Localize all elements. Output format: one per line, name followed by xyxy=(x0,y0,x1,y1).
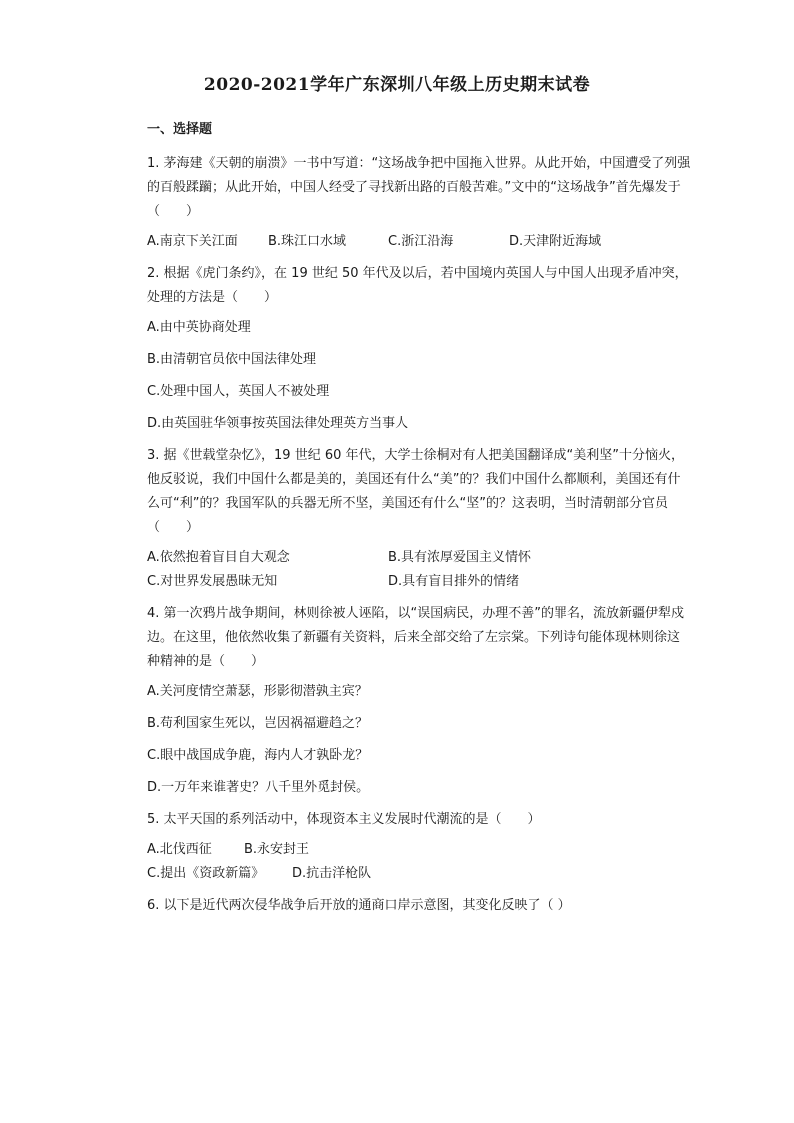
question-1 xyxy=(147,152,692,254)
option-c: C.对世界发展愚昧无知 xyxy=(147,574,278,589)
option-a: A.北伐西征 xyxy=(147,842,212,857)
option-a: A.南京下关江面 xyxy=(147,234,238,249)
options-row xyxy=(147,570,692,594)
question-stem: 1. 茅海建《天朝的崩溃》一书中写道：“这场战争把中国拖入世界。从此开始，中国遭受了列强的百般蹂躏；从此开始，中国人经受了寻找新出路的百般苦难。”文中的“这场战争”首先爆发于（ ） xyxy=(147,156,691,219)
option-c: C.浙江沿海 xyxy=(388,234,454,249)
option-c: C.提出《资政新篇》 xyxy=(147,866,265,881)
question-5 xyxy=(147,808,692,886)
option-b: B.苟利国家生死以，岂因祸福避趋之？ xyxy=(147,716,369,731)
document-title: 2020-2021学年广东深圳八年级上历史期末试卷 xyxy=(203,75,591,95)
option-a: A.依然抱着盲目自大观念 xyxy=(147,550,290,565)
option-b: B.由清朝官员依中国法律处理 xyxy=(147,352,317,367)
option-a: A.由中英协商处理 xyxy=(147,320,251,335)
option-d: D.一万年来谁著史？八千里外觅封侯。 xyxy=(147,780,370,795)
question-4 xyxy=(147,602,692,800)
option-a: A.关河度情空萧瑟，形影彻潜孰主宾？ xyxy=(147,684,368,699)
option-d: D.由英国驻华领事按英国法律处理英方当事人 xyxy=(147,416,409,431)
question-stem: 6. 以下是近代两次侵华战争后开放的通商口岸示意图，其变化反映了（ ） xyxy=(147,898,571,913)
question-6 xyxy=(147,894,692,918)
question-stem: 2. 根据《虎门条约》，在 19 世纪 50 年代及以后，若中国境内英国人与中国人出现矛盾冲突，处理的方法是（ ） xyxy=(147,266,688,305)
option-d: D.天津附近海域 xyxy=(509,234,602,249)
section-heading: 一、选择题 xyxy=(147,122,213,137)
question-stem: 3. 据《世载堂杂忆》，19 世纪 60 年代，大学士徐桐对有人把美国翻译成“美利坚”十分恼火，他反驳说，我们中国什么都是美的，美国还有什么“美”的？我们中国什么都顺利，美国还有什么可“利”的？我国军队的兵器无所不坚，美国还有什么“坚”的？这表明，当时清朝部分官员（ ） xyxy=(147,448,684,535)
options-row xyxy=(147,862,692,886)
options-row xyxy=(147,838,692,862)
options-row xyxy=(147,546,692,570)
option-b: B.珠江口水域 xyxy=(268,234,347,249)
options-grid xyxy=(147,838,692,886)
question-stem: 4. 第一次鸦片战争期间，林则徐被人诬陷，以“误国病民，办理不善”的罪名，流放新疆伊犁戍边。在这里，他依然收集了新疆有关资料，后来全部交给了左宗棠。下列诗句能体现林则徐这种精神的是（ ） xyxy=(147,606,685,669)
question-list xyxy=(147,152,692,926)
option-c: C.处理中国人，英国人不被处理 xyxy=(147,384,330,399)
question-3 xyxy=(147,444,692,594)
options-row xyxy=(147,230,692,254)
options-grid xyxy=(147,546,692,594)
question-stem: 5. 太平天国的系列活动中，体现资本主义发展时代潮流的是（ ） xyxy=(147,812,541,827)
question-2 xyxy=(147,262,692,436)
option-d: D.抗击洋枪队 xyxy=(292,866,372,881)
option-b: B.永安封王 xyxy=(244,842,310,857)
option-c: C.眼中战国成争鹿，海内人才孰卧龙？ xyxy=(147,748,369,763)
option-b: B.具有浓厚爱国主义情怀 xyxy=(388,550,532,565)
option-d: D.具有盲目排外的情绪 xyxy=(388,574,520,589)
